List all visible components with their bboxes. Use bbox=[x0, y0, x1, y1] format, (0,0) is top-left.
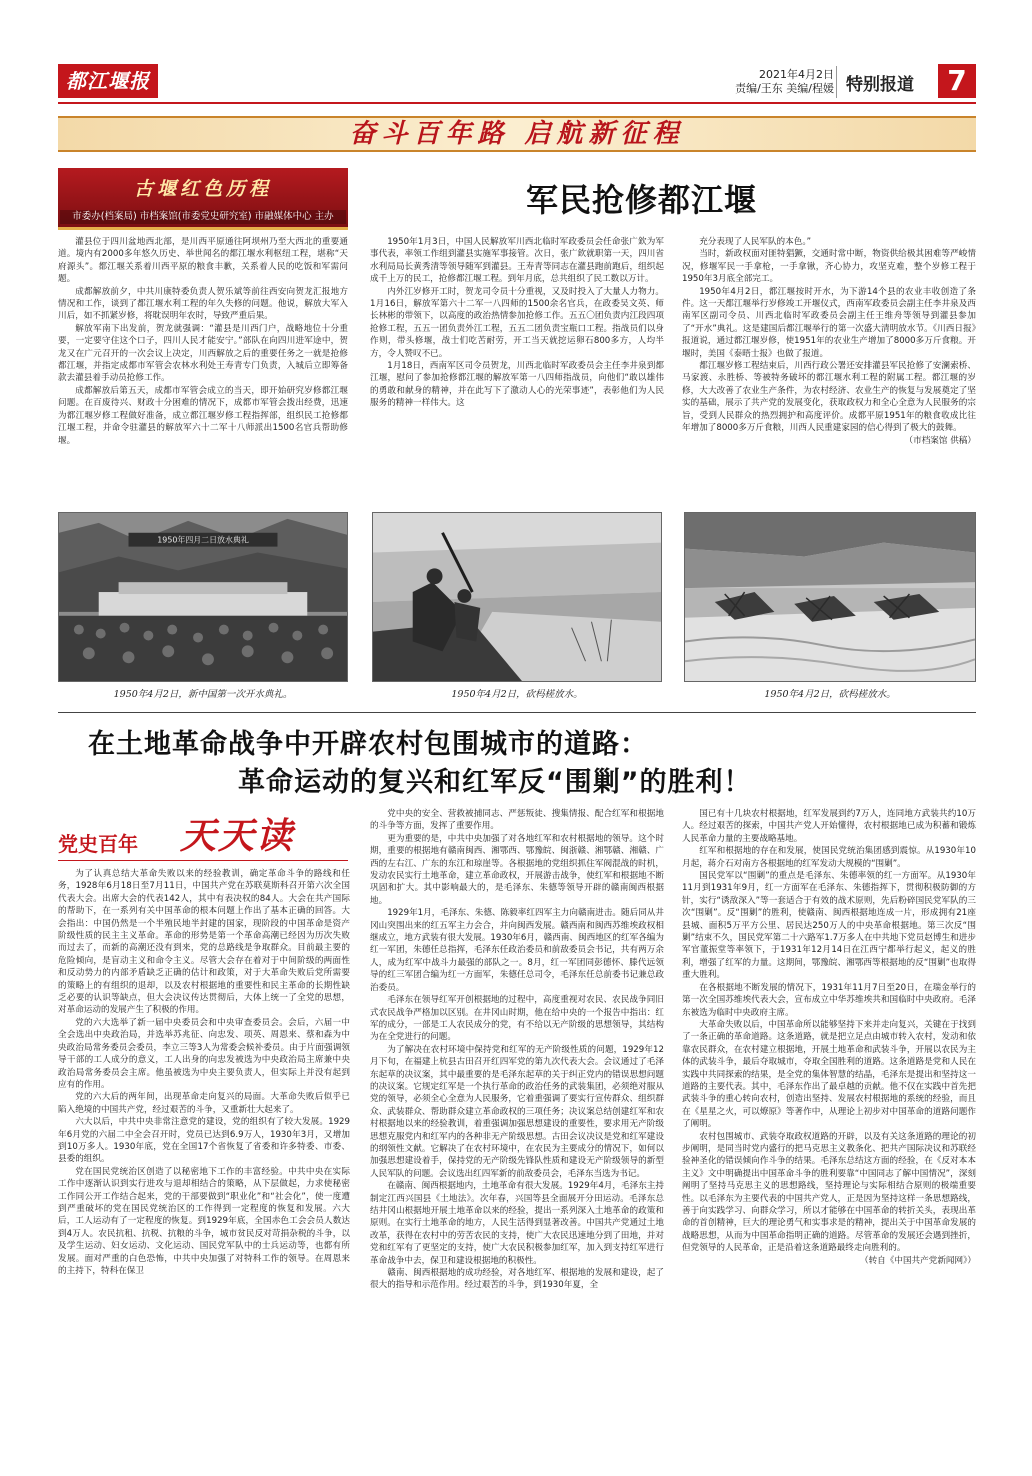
paragraph: 农村包围城市、武装夺取政权道路的开辟，以及有关这条道路的理论的初步阐明，是同当时党内盛行的把马克思主义教条化、把共产国际决议和苏联经验神圣化的错误倾向作斗争的结果。毛泽东总结这方面的经验，在《反对本本主义》文中明确提出中国革命斗争的胜利要靠“中国同志了解中国情况”，深刻阐明了坚持马克思主义的思想路线，坚持理论与实际相结合原则的极端重要性。以毛泽东为主要代表的中国共产党人，正是因为坚持这样一条思想路线，善于向实践学习、向群众学习，所以才能够在中国革命的转折关头，表现出革命的首创精神，巨大的理论勇气和实事求是的精神，提出关于中国革命发展的战略思想，从而为中国革命指明正确的道路。尽管革命的发展还会遇到挫折，但党领导的人民革命，正是沿着这条道路最终走向胜利的。 bbox=[682, 1131, 976, 1254]
paragraph: 国已有十几块农村根据地，红军发展到约7万人，连同地方武装共约10万人。经过艰苦的探索，中国共产党人开始懂得，农村根据地已成为积蓄和锻炼人民革命力量的主要战略基地。 bbox=[682, 809, 976, 844]
column-label-dangshi: 党史百年 bbox=[58, 832, 138, 856]
paragraph: 内外江岁修开工时，贺龙司令员十分重视，又及时投入了大量人力物力。1月16日，解放军第六十二军一八四师的1500余名官兵，在政委吴文英、师长林彬的带领下，以高度的政治热情参加抢修工作。五五〇团负责内江段四项抢修工程，五五一团负责外江工程，五五二团负责宝瓶口工程。指战员们以身作则，带头修堰，战士们吃苦耐劳，开工当天就挖运卵石800多方，人均半方，令人赞叹不已。 bbox=[370, 286, 664, 359]
section-title: 特别报道 bbox=[846, 75, 914, 95]
paragraph: 更为重要的是，中共中央加强了对各地红军和农村根据地的领导。这个时期，重要的根据地有赣南闽西、湘鄂西、鄂豫皖、闽浙赣、湘鄂赣、湘赣、广西的左右江、广东的东江和琼崖等。各根据地的党组织抓住军阀混战的时机，发动农民实行土地革命，建立革命政权，开展游击战争，使红军和根据地不断巩固和扩大。其中影响最大的，是毛泽东、朱德等领导开辟的赣南闽西根据地。 bbox=[370, 833, 664, 906]
issue-date: 2021年4月2日 bbox=[759, 68, 834, 81]
article2-column-1 bbox=[58, 868, 350, 1416]
article2-headline-line2: 革命运动的复兴和红军反“围剿”的胜利！ bbox=[238, 767, 752, 798]
photo-ceremony-caption: 1950年4月2日，新中国第一次开水典礼。 bbox=[113, 689, 293, 700]
article1-column-2 bbox=[370, 236, 664, 508]
column-badge bbox=[58, 168, 348, 230]
photo-banner-text: 1950年四月二日放水典礼 bbox=[157, 535, 249, 545]
paragraph: 六大以后，中共中央非常注意党的建设，党的组织有了较大发展。1929年6月党的六届二中全会召开时，党员已达到6.9万人，1930年3月，又增加到10万多人。1930年底，党在全国17个省恢复了省委和许多特委、市委、县委的组织。 bbox=[58, 1117, 350, 1165]
article2-column-3 bbox=[682, 808, 976, 1416]
header-divider bbox=[836, 66, 837, 98]
header-rule bbox=[58, 102, 976, 104]
column-badge-sponsors: 市委办(档案局) 市档案馆(市委党史研究室) 市融媒体中心 主办 bbox=[60, 210, 346, 224]
paragraph: 国民党军以“围剿”的重点是毛泽东、朱德率领的红一方面军。从1930年11月到1931年9月，红一方面军在毛泽东、朱德指挥下，贯彻积极防御的方针，实行“诱敌深入”等一套适合于有效的战术原则，先后粉碎国民党军队的三次“围剿”。反“围剿”的胜利，使赣南、闽西根据地连成一片，形成拥有21座县城、面积5万平方公里、居民达250万人的中央革命根据地。第三次反“围剿”结束不久，国民党军第二十六路军1.7万多人在中共地下党员赵博生和进步军官董振堂等率领下，于1931年12月14日在江西宁都举行起义，起义的胜利，增强了红军的力量。这期间，鄂豫皖、湘鄂西等根据地的反“围剿”也取得重大胜利。 bbox=[682, 871, 976, 981]
photo-workers bbox=[372, 512, 662, 682]
theme-banner: 奋斗百年路 启航新征程 bbox=[58, 116, 976, 152]
paragraph: 在赣南、闽西根据地内，土地革命有很大发展。1929年4月，毛泽东主持制定江西兴国县《土地法》。次年春，兴国等县全面展开分田运动。毛泽东总结井冈山根据地开展土地革命以来的经验，提出一系列深入土地革命的政策和原则。在实行土地革命的地方，人民生活得到显著改善。中国共产党通过土地改革，获得在农村中的劳苦农民的支持，使广大农民迅速地分到了田地，并对党和红军有了更坚定的支持，使广大农民积极参加红军，加入到支持红军进行革命战争中去，保卫和建设根据地的积极性。 bbox=[370, 1181, 664, 1266]
paragraph: 都江堰岁修工程结束后，川西行政公署还安排灌县军民抢修了安澜索桥、马家渡、永胜桥、等被特务破坏的都江堰水利工程的附属工程。都江堰的岁修，大大改善了农业生产条件，为农村经济、农业生产的恢复与发展奠定了坚实的基础，展示了共产党的发展变化，获取政权力和全心全意为人民服务的宗旨，受到人民群众的热烈拥护和高度评价。成都平原1951年的粮食收成比往年增加了8000多万斤食粮，川西人民重建家园的信心得到了极大的鼓舞。 bbox=[682, 361, 976, 434]
paragraph: 1950年4月2日，都江堰按时开水，为下游14个县的农业丰收创造了条件。这一天都江堰举行岁修竣工开堰仪式，西南军政委员会副主任李井泉及西南军区副司令员、川西北临时军政委员会副主任王维舟等领导到灌县参加了“开水”典礼。这是建国后都江堰举行的第一次盛大清明放水节。《川西日报》报道说，通过都江堰岁修，使1951年的农业生产增加了8000多万斤食粮。开堰时，美国《泰晤士报》也做了报道。 bbox=[682, 286, 976, 359]
issue-meta bbox=[694, 68, 834, 96]
photo-ceremony bbox=[58, 512, 348, 682]
paragraph: 党中央的安全、营救被捕同志、严惩叛徒、搜集情报、配合红军和根据地的斗争等方面，发挥了重要作用。 bbox=[370, 809, 664, 832]
article1-headline: 军民抢修都江堰 bbox=[526, 181, 758, 219]
article2-credit: （转自《中国共产党新闻网》） bbox=[859, 1255, 976, 1266]
editor-credits: 责编/王东 美编/程媛 bbox=[735, 82, 834, 95]
masthead-logo: 都江堰报 bbox=[58, 64, 158, 98]
paragraph: 党的六大后的两年间，出现革命走向复兴的局面。大革命失败后似乎已陷入绝境的中国共产党，经过艰苦的斗争，又重新壮大起来了。 bbox=[58, 1092, 350, 1115]
column-badge-title: 古堰红色历程 bbox=[133, 178, 272, 200]
paragraph: 成都解放后第五天，成都市军管会成立的当天，即开始研究岁修都江堰问题。在百废待兴、财政十分困难的情况下，成都市军管会拨出经费，迅速为都江堰岁修工程做好准备，成立都江堰岁修工程指挥部，组织民工抢修都江堰工程，并命令驻灌县的解放军六十二军十八师派出1500名官兵帮助修堰。 bbox=[58, 385, 348, 446]
paragraph: 为了认真总结大革命失败以来的经验教训，确定革命斗争的路线和任务，1928年6月18日至7月11日，中国共产党在苏联莫斯科召开第六次全国代表大会。出席大会的代表142人，其中有表决权的84人。大会在共产国际的帮助下，在一系列有关中国革命的根本问题上作出了基本正确的回答。大会指出：中国仍然是一个半殖民地半封建的国家，现阶段的中国革命是资产阶级性质的民主主义革命。革命的形势是第一个革命高潮已经因为历次失败而过去了，而新的高潮还没有到来，党的总路线是争取群众。目前最主要的危险倾向，是盲动主义和命令主义。尽管大会存在着对于中间阶级的两面性和反动势力的内部矛盾缺乏正确的估计和政策，对于大革命失败后党所需要的策略上的有组织的退却，以及农村根据地的重要性和民主革命的长期性缺乏必要的认识等缺点，但大会决议传达贯彻后，大体上统一了全党的思想，对革命运动的发展产生了积极的作用。 bbox=[58, 869, 350, 1016]
paragraph: 党在国民党统治区创造了以秘密地下工作的丰富经验。中共中央在实际工作中逐渐认识到实行进攻与退却相结合的策略，从下层做起，力求使秘密工作同公开工作结合起来，党的干部要做到“职业化”和“社会化”，使一度遭到严重破坏的党在国民党统治区的工作得到一定程度的恢复和发展。六大后，工人运动有了一定程度的恢复。到1929年底，全国赤色工会会员人数达到4万人。农民抗租、抗税、抗粮的斗争，城市贫民反对苛捐杂税的斗争，以及学生运动、妇女运动、文化运动、国民党军队中的士兵运动等，也都有所发展。面对严重的白色恐怖，中共中央加强了对特科工作的领导。在周恩来的主持下，特科在保卫 bbox=[58, 1166, 350, 1276]
paragraph: 充分表现了人民军队的本色。” bbox=[699, 237, 812, 247]
paragraph: 在各根据地不断发展的情况下，1931年11月7日至20日，在瑞金举行的第一次全国苏维埃代表大会，宣布成立中华苏维埃共和国临时中央政府。毛泽东被选为临时中央政府主席。 bbox=[682, 982, 976, 1018]
page-number: 7 bbox=[938, 64, 976, 98]
paragraph: 毛泽东在领导红军开创根据地的过程中，高度重视对农民、农民战争同旧式农民战争严格加以区别。在井冈山时期，他在给中央的一个报告中指出：红军的成分，一部是工人农民成分的党，有不给以无产阶级的思想领导，其结构为在全党进行的问题。 bbox=[370, 995, 664, 1043]
photo-river-caption: 1950年4月2日，砍杩槎放水。 bbox=[764, 689, 896, 700]
column-label-rule bbox=[58, 860, 348, 861]
article1-column-1 bbox=[58, 236, 348, 508]
paragraph: 大革命失败以后，中国革命所以能够坚持下来并走向复兴，关键在于找到了一条正确的革命道路。这条道路，就是把立足点由城市转入农村，发动和依靠农民群众，在农村建立根据地，开展土地革命和武装斗争，开展以农民为主体的武装斗争，最后夺取城市，夺取全国胜利的道路。这条道路是党和人民在实践中共同探索的结果，是全党的集体智慧的结晶，毛泽东是提出和坚持这一道路的主要代表。其中，毛泽东作出了最卓越的贡献。他不仅在实践中首先把武装斗争的重心转向农村，创造出坚持、发展农村根据地的系统的经验，而且在《星星之火，可以燎原》等著作中，从理论上初步对中国革命的道路问题作了阐明。 bbox=[682, 1019, 976, 1130]
paragraph: 赣南、闽西根据地的成功经验，对各地红军、根据地的发展和建设，起了很大的指导和示范作用。经过艰苦的斗争，到1930年夏，全 bbox=[370, 1268, 664, 1291]
paragraph: 解放军南下出发前，贺龙就强调：“灌县是川西门户，战略地位十分重要，一定要守住这个口子，四川人民才能安宁。”部队在向四川进军途中，贺龙又在广元召开的一次会议上决定，川西解放之后的重要任务之一就是抢修都江堰，并指定成都市军管会农林水利处王寿青专门负责，入城后立即筹备款去灌县着手动员抢修工作。 bbox=[58, 323, 348, 384]
paragraph: 红军和根据地的存在和发展，使国民党统治集团感到震惊。从1930年10月起，蒋介石对南方各根据地的红军发动大规模的“围剿”。 bbox=[682, 846, 976, 869]
article2-column-2 bbox=[370, 808, 664, 1416]
section-divider bbox=[58, 712, 976, 713]
paragraph: 党的六大选举了新一届中央委员会和中央审查委员会。会后，六届一中全会选出中央政治局，并选举苏兆征、向忠发、项英、周恩来、蔡和森为中央政治局常务委员会委员，李立三等3人为常委会候补委员。由于片面强调领导干部的工人成分的意义，工人出身的向忠发被选为中央政治局主席兼中央政治局常务委员会主席。他虽被选为中央主要负责人，但实际上并没有起到应有的作用。 bbox=[58, 1017, 350, 1090]
paragraph: 1月18日，西南军区司令员贺龙，川西北临时军政委员会主任李井泉到都江堰，慰问了参加抢修都江堰的解放军第一八四师指战员，向他们“敢以雄伟的勇敢和献身的精神，并在此写下了激动人心的光荣事迹”，表彰他们为人民服务的精神一样伟大。这 bbox=[370, 361, 664, 409]
paragraph: 当时，新政权面对匪特猖獗，交通时常中断，物资供给极其困难等严峻情况，修堰军民一手拿枪，一手拿锹，齐心协力，攻坚克难，整个岁修工程于1950年3月底全部完工。 bbox=[682, 249, 976, 285]
paragraph: 成都解放前夕，中共川康特委负责人贺乐斌等前往西安向贺龙汇报地方情况和工作，谈到了都江堰水利工程的年久失修的问题。他说，解放大军入川后，如不抓紧岁修，将耽误明年农时，导致严重后果。 bbox=[58, 286, 348, 322]
photo-workers-caption: 1950年4月2日，砍杩槎放水。 bbox=[451, 689, 583, 700]
paragraph: 为了解决在农村环境中保持党和红军的无产阶级性质的问题，1929年12月下旬，在福建上杭县古田召开红四军党的第九次代表大会。会议通过了毛泽东起草的决议案，其中最重要的是毛泽东起草的关于纠正党内的错误思想问题的决议案。它规定红军是一个执行革命的政治任务的武装集团，必须绝对服从党的领导，必须全心全意为人民服务，它着重强调了要实行宣传群众、组织群众、武装群众、帮助群众建立革命政权的三项任务；决议案总结创建红军和农村根据地以来的经验教训，着重强调加强思想建设的重要性，要求用无产阶级思想克服党内和红军内的各种非无产阶级思想。古田会议决议是党和红军建设的纲领性文献。它解决了在农村环境中，在农民为主要成分的情况下，如何以加强思想建设着手，保持党的无产阶级先锋队性质和建设无产阶级领导的新型人民军队的问题。会议选出红四军新的前敌委员会，毛泽东当选为书记。 bbox=[370, 1044, 664, 1179]
paragraph: 灌县位于四川盆地西北部，是川西平原通往阿坝州乃至大西北的重要通道。境内有2000多年悠久历史、举世闻名的都江堰水利枢纽工程，堪称“天府源头”。都江堰关系着川西平原的粮食丰歉，关系着人民的吃饭和军需问题。 bbox=[58, 237, 348, 285]
article1-column-3 bbox=[682, 236, 976, 508]
article1-credit: （市档案馆 供稿） bbox=[904, 435, 976, 446]
paragraph: 1950年1月3日，中国人民解放军川西北临时军政委员会任命张广欽为军事代表，率领工作组到灌县实施军事接管。次日，张广欽就职第一天，四川省水利局局长黄秀清等领导随军到灌县。王寿青等同志在灌县跑前跑后，组织起成千上万的民工，抢修都江堰工程。到年月底，总共组织了民工数以万计。 bbox=[370, 237, 664, 285]
article2-headline-line1: 在土地革命战争中开辟农村包围城市的道路： bbox=[88, 729, 648, 760]
photo-river bbox=[684, 512, 976, 682]
column-label-tiantiandu: 天天读 bbox=[180, 815, 295, 857]
paragraph: 1929年1月，毛泽东、朱德、陈毅率红四军主力向赣南进击。随后同从井冈山突围出来的红五军主力会合，并向闽西发展。赣西南和闽西苏维埃政权相继成立，地方武装有很大发展。1930年6月，赣西南、闽西地区的红军各编为红一军团，朱德任总指挥，毛泽东任政治委员和前敌委员会书记，共有两万余人，成为红军中战斗力最强的部队之一。8月，红一军团同彭德怀、滕代远领导的红三军团合编为红一方面军，朱德任总司令，毛泽东任总前委书记兼总政治委员。 bbox=[370, 908, 664, 993]
